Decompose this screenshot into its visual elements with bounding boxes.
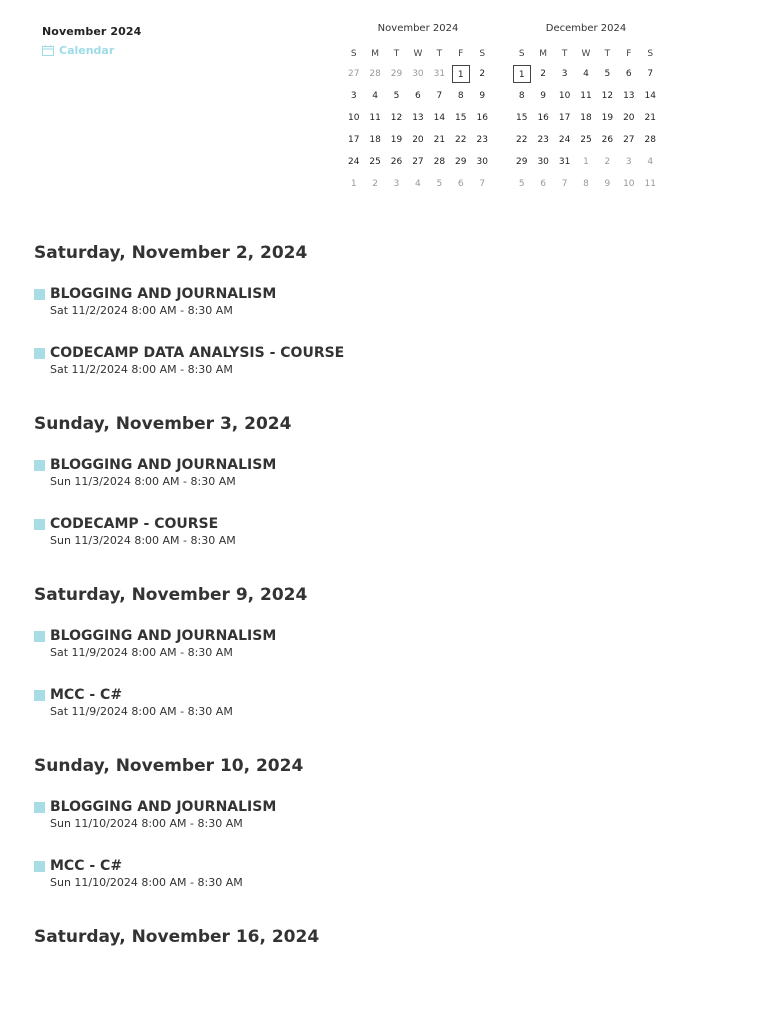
agenda-day bbox=[34, 240, 734, 376]
day-number: 1 bbox=[452, 65, 470, 83]
day-cell[interactable] bbox=[429, 107, 450, 129]
weekday-label: S bbox=[350, 49, 357, 59]
day-cell[interactable] bbox=[386, 107, 407, 129]
day-number: 12 bbox=[390, 113, 403, 123]
weekday-label: T bbox=[561, 49, 568, 59]
day-number: 1 bbox=[350, 179, 357, 189]
day-cell[interactable] bbox=[450, 129, 471, 151]
day-cell[interactable] bbox=[364, 129, 385, 151]
agenda-event[interactable] bbox=[34, 799, 734, 830]
day-cell[interactable] bbox=[472, 63, 494, 85]
agenda-event[interactable] bbox=[34, 858, 734, 889]
category-color-swatch bbox=[34, 519, 45, 530]
day-number: 30 bbox=[476, 157, 488, 167]
event-title-row bbox=[34, 628, 734, 644]
day-number: 17 bbox=[558, 113, 571, 123]
day-cell[interactable] bbox=[532, 107, 553, 129]
day-cell[interactable] bbox=[575, 85, 596, 107]
day-cell[interactable] bbox=[532, 129, 553, 151]
day-number: 10 bbox=[347, 113, 360, 123]
day-cell[interactable] bbox=[554, 129, 575, 151]
day-number: 26 bbox=[601, 135, 614, 145]
day-number: 13 bbox=[623, 91, 635, 101]
day-cell[interactable] bbox=[575, 173, 596, 195]
calendar-link-label: Calendar bbox=[59, 44, 115, 57]
day-cell[interactable] bbox=[364, 173, 385, 195]
day-cell[interactable] bbox=[597, 173, 618, 195]
day-number: 10 bbox=[623, 179, 635, 189]
day-cell[interactable] bbox=[554, 85, 575, 107]
weekday-label: T bbox=[436, 49, 443, 59]
day-number: 7 bbox=[436, 91, 443, 101]
day-cell[interactable] bbox=[364, 63, 385, 85]
day-cell-selected[interactable] bbox=[450, 63, 471, 85]
day-cell[interactable] bbox=[597, 107, 618, 129]
day-cell[interactable] bbox=[386, 129, 407, 151]
day-number: 17 bbox=[347, 135, 360, 145]
day-cell[interactable] bbox=[429, 129, 450, 151]
week-row bbox=[511, 107, 661, 129]
day-cell[interactable] bbox=[472, 107, 494, 129]
day-cell[interactable] bbox=[364, 151, 385, 173]
day-number: 13 bbox=[412, 113, 424, 123]
day-number: 1 bbox=[583, 157, 589, 167]
day-number: 20 bbox=[412, 135, 424, 145]
mini-calendar-title: December 2024 bbox=[545, 23, 627, 34]
day-number: 8 bbox=[457, 91, 464, 101]
agenda-event[interactable] bbox=[34, 628, 734, 659]
day-number: 21 bbox=[644, 113, 656, 123]
day-cell[interactable] bbox=[407, 151, 428, 173]
day-number: 28 bbox=[433, 157, 446, 167]
day-cell[interactable] bbox=[532, 85, 553, 107]
week-row bbox=[511, 63, 661, 85]
event-time: Sun 11/10/2024 8:00 AM - 8:30 AM bbox=[50, 876, 243, 889]
day-cell[interactable] bbox=[618, 151, 639, 173]
day-number: 31 bbox=[558, 157, 571, 167]
day-number: 23 bbox=[537, 135, 549, 145]
day-number: 10 bbox=[558, 91, 571, 101]
day-number: 11 bbox=[644, 179, 656, 189]
agenda-event[interactable] bbox=[34, 345, 734, 376]
day-number: 6 bbox=[415, 91, 421, 101]
day-number: 25 bbox=[580, 135, 592, 145]
day-number: 1 bbox=[513, 65, 531, 83]
weekday-header-row bbox=[511, 45, 661, 63]
day-number: 20 bbox=[623, 113, 635, 123]
day-heading: Saturday, November 16, 2024 bbox=[34, 927, 320, 947]
day-number: 3 bbox=[393, 179, 400, 189]
day-number: 25 bbox=[369, 157, 381, 167]
day-number: 3 bbox=[561, 69, 568, 79]
event-time: Sat 11/2/2024 8:00 AM - 8:30 AM bbox=[50, 363, 233, 376]
day-number: 27 bbox=[347, 69, 360, 79]
mini-calendar-grid bbox=[511, 45, 661, 195]
category-color-swatch bbox=[34, 861, 45, 872]
event-title: BLOGGING AND JOURNALISM bbox=[50, 799, 277, 815]
category-color-swatch bbox=[34, 802, 45, 813]
day-cell[interactable] bbox=[429, 63, 450, 85]
day-number: 24 bbox=[558, 135, 571, 145]
weekday-label: T bbox=[393, 49, 400, 59]
week-row bbox=[511, 151, 661, 173]
day-number: 4 bbox=[415, 179, 421, 189]
agenda-day bbox=[34, 924, 734, 950]
day-number: 27 bbox=[412, 157, 424, 167]
week-row bbox=[343, 63, 493, 85]
day-cell[interactable] bbox=[450, 173, 471, 195]
event-title-row bbox=[34, 516, 734, 532]
day-cell[interactable] bbox=[407, 173, 428, 195]
day-cell[interactable] bbox=[532, 63, 553, 85]
day-cell[interactable] bbox=[364, 85, 385, 107]
day-number: 2 bbox=[479, 69, 486, 79]
day-number: 3 bbox=[350, 91, 357, 101]
event-title-row bbox=[34, 799, 734, 815]
day-number: 15 bbox=[516, 113, 528, 123]
day-cell[interactable] bbox=[575, 63, 596, 85]
agenda-event[interactable] bbox=[34, 286, 734, 317]
day-cell[interactable] bbox=[618, 107, 639, 129]
weekday-label: M bbox=[371, 49, 379, 59]
event-title: CODECAMP DATA ANALYSIS - COURSE bbox=[50, 345, 345, 361]
day-cell[interactable] bbox=[343, 173, 364, 195]
weekday-label: W bbox=[581, 49, 591, 59]
day-cell[interactable] bbox=[386, 85, 407, 107]
day-heading: Sunday, November 10, 2024 bbox=[34, 756, 304, 776]
week-row bbox=[343, 151, 493, 173]
day-number: 19 bbox=[601, 113, 614, 123]
weekday-label: S bbox=[479, 49, 486, 59]
category-color-swatch bbox=[34, 289, 45, 300]
day-cell[interactable] bbox=[575, 151, 596, 173]
category-color-swatch bbox=[34, 348, 45, 359]
day-number: 6 bbox=[457, 179, 464, 189]
event-title: MCC - C# bbox=[50, 687, 123, 703]
day-cell[interactable] bbox=[343, 63, 364, 85]
day-number: 5 bbox=[436, 179, 443, 189]
day-number: 22 bbox=[455, 135, 467, 145]
day-number: 18 bbox=[369, 135, 381, 145]
day-cell[interactable] bbox=[407, 107, 428, 129]
day-cell[interactable] bbox=[554, 173, 575, 195]
agenda-day bbox=[34, 753, 734, 889]
event-time: Sat 11/9/2024 8:00 AM - 8:30 AM bbox=[50, 705, 233, 718]
agenda-list bbox=[34, 240, 734, 950]
category-color-swatch bbox=[34, 460, 45, 471]
day-number: 16 bbox=[537, 113, 549, 123]
day-cell[interactable] bbox=[450, 151, 471, 173]
day-cell[interactable] bbox=[472, 151, 494, 173]
day-cell[interactable] bbox=[407, 129, 428, 151]
agenda-event[interactable] bbox=[34, 457, 734, 488]
weekday-label: T bbox=[604, 49, 611, 59]
day-cell[interactable] bbox=[554, 63, 575, 85]
day-cell[interactable] bbox=[343, 129, 364, 151]
day-cell[interactable] bbox=[597, 129, 618, 151]
day-cell[interactable] bbox=[429, 173, 450, 195]
day-number: 2 bbox=[372, 179, 378, 189]
day-number: 9 bbox=[479, 91, 486, 101]
event-title: BLOGGING AND JOURNALISM bbox=[50, 457, 277, 473]
week-row bbox=[511, 129, 661, 151]
day-cell[interactable] bbox=[640, 63, 662, 85]
day-number: 19 bbox=[390, 135, 403, 145]
day-number: 26 bbox=[390, 157, 403, 167]
day-number: 29 bbox=[516, 157, 528, 167]
day-cell[interactable] bbox=[532, 151, 553, 173]
day-cell[interactable] bbox=[450, 107, 471, 129]
day-cell[interactable] bbox=[343, 107, 364, 129]
day-number: 24 bbox=[347, 157, 360, 167]
mini-calendar-title: November 2024 bbox=[377, 23, 459, 34]
day-number: 7 bbox=[561, 179, 568, 189]
day-cell[interactable] bbox=[472, 85, 494, 107]
day-cell-selected[interactable] bbox=[511, 63, 532, 85]
day-cell[interactable] bbox=[640, 107, 662, 129]
day-number: 23 bbox=[476, 135, 488, 145]
day-number: 29 bbox=[455, 157, 467, 167]
day-number: 6 bbox=[625, 69, 632, 79]
day-number: 8 bbox=[518, 91, 525, 101]
day-cell[interactable] bbox=[386, 63, 407, 85]
day-number: 7 bbox=[647, 69, 654, 79]
day-number: 16 bbox=[476, 113, 488, 123]
day-heading: Sunday, November 3, 2024 bbox=[34, 414, 292, 434]
day-cell[interactable] bbox=[364, 107, 385, 129]
weekday-header-row bbox=[343, 45, 493, 63]
day-number: 31 bbox=[433, 69, 446, 79]
day-cell[interactable] bbox=[386, 151, 407, 173]
day-number: 6 bbox=[540, 179, 547, 189]
day-number: 7 bbox=[479, 179, 486, 189]
event-title-row bbox=[34, 457, 734, 473]
mini-calendar-november bbox=[343, 22, 493, 195]
week-row bbox=[343, 85, 493, 107]
day-cell[interactable] bbox=[407, 85, 428, 107]
day-cell[interactable] bbox=[640, 173, 662, 195]
day-number: 28 bbox=[644, 135, 656, 145]
day-number: 14 bbox=[644, 91, 656, 101]
day-number: 18 bbox=[580, 113, 592, 123]
day-cell[interactable] bbox=[618, 63, 639, 85]
event-time: Sat 11/2/2024 8:00 AM - 8:30 AM bbox=[50, 304, 233, 317]
weekday-label: M bbox=[539, 49, 548, 59]
day-number: 11 bbox=[369, 113, 381, 123]
event-title-row bbox=[34, 858, 734, 874]
day-number: 2 bbox=[604, 157, 611, 167]
event-title-row bbox=[34, 286, 734, 302]
day-number: 14 bbox=[433, 113, 446, 123]
day-cell[interactable] bbox=[640, 129, 662, 151]
day-cell[interactable] bbox=[511, 173, 532, 195]
day-cell[interactable] bbox=[618, 173, 639, 195]
category-color-swatch bbox=[34, 631, 45, 642]
day-number: 22 bbox=[516, 135, 528, 145]
day-number: 9 bbox=[540, 91, 547, 101]
event-title: BLOGGING AND JOURNALISM bbox=[50, 286, 277, 302]
agenda-event[interactable] bbox=[34, 516, 734, 547]
day-number: 27 bbox=[623, 135, 635, 145]
weekday-label: W bbox=[413, 49, 423, 59]
day-number: 11 bbox=[580, 91, 592, 101]
day-cell[interactable] bbox=[511, 85, 532, 107]
day-number: 30 bbox=[537, 157, 549, 167]
event-time: Sun 11/3/2024 8:00 AM - 8:30 AM bbox=[50, 534, 236, 547]
day-number: 28 bbox=[369, 69, 381, 79]
day-heading: Saturday, November 9, 2024 bbox=[34, 585, 308, 605]
day-number: 21 bbox=[433, 135, 446, 145]
day-number: 9 bbox=[604, 179, 611, 189]
day-number: 15 bbox=[455, 113, 467, 123]
event-title: CODECAMP - COURSE bbox=[50, 516, 219, 532]
weekday-label: F bbox=[458, 49, 464, 59]
day-cell[interactable] bbox=[618, 85, 639, 107]
agenda-header bbox=[42, 25, 141, 57]
day-number: 29 bbox=[390, 69, 403, 79]
week-row bbox=[511, 173, 661, 195]
mini-calendar-december bbox=[511, 22, 661, 195]
event-time: Sat 11/9/2024 8:00 AM - 8:30 AM bbox=[50, 646, 233, 659]
page-title: November 2024 bbox=[42, 25, 142, 38]
day-cell[interactable] bbox=[597, 63, 618, 85]
day-number: 4 bbox=[372, 91, 378, 101]
day-number: 3 bbox=[625, 157, 632, 167]
day-cell[interactable] bbox=[532, 173, 553, 195]
day-cell[interactable] bbox=[472, 173, 494, 195]
day-number: 12 bbox=[601, 91, 614, 101]
day-cell[interactable] bbox=[618, 129, 639, 151]
day-number: 5 bbox=[604, 69, 611, 79]
day-number: 8 bbox=[583, 179, 589, 189]
day-cell[interactable] bbox=[472, 129, 494, 151]
day-number: 5 bbox=[518, 179, 525, 189]
day-number: 30 bbox=[412, 69, 424, 79]
day-cell[interactable] bbox=[343, 85, 364, 107]
calendar-icon bbox=[42, 45, 54, 56]
category-color-swatch bbox=[34, 690, 45, 701]
weekday-label: S bbox=[518, 49, 525, 59]
day-number: 5 bbox=[393, 91, 400, 101]
day-cell[interactable] bbox=[386, 173, 407, 195]
event-title: BLOGGING AND JOURNALISM bbox=[50, 628, 277, 644]
weekday-label: S bbox=[647, 49, 654, 59]
event-title-row bbox=[34, 345, 734, 361]
day-cell[interactable] bbox=[575, 107, 596, 129]
day-cell[interactable] bbox=[343, 151, 364, 173]
day-cell[interactable] bbox=[640, 85, 662, 107]
day-cell[interactable] bbox=[554, 151, 575, 173]
weekday-label: F bbox=[626, 49, 632, 59]
event-time: Sun 11/3/2024 8:00 AM - 8:30 AM bbox=[50, 475, 236, 488]
day-cell[interactable] bbox=[450, 85, 471, 107]
day-cell[interactable] bbox=[640, 151, 662, 173]
day-number: 4 bbox=[647, 157, 654, 167]
day-cell[interactable] bbox=[429, 85, 450, 107]
calendar-link[interactable] bbox=[42, 44, 141, 57]
mini-calendar-grid bbox=[343, 45, 493, 195]
day-cell[interactable] bbox=[597, 151, 618, 173]
agenda-event[interactable] bbox=[34, 687, 734, 718]
day-cell[interactable] bbox=[597, 85, 618, 107]
day-cell[interactable] bbox=[511, 107, 532, 129]
agenda-day bbox=[34, 411, 734, 547]
week-row bbox=[511, 85, 661, 107]
day-cell[interactable] bbox=[511, 151, 532, 173]
week-row bbox=[343, 107, 493, 129]
day-number: 2 bbox=[540, 69, 547, 79]
day-cell[interactable] bbox=[511, 129, 532, 151]
agenda-day bbox=[34, 582, 734, 718]
day-cell[interactable] bbox=[429, 151, 450, 173]
event-title: MCC - C# bbox=[50, 858, 123, 874]
day-number: 4 bbox=[583, 69, 589, 79]
event-time: Sun 11/10/2024 8:00 AM - 8:30 AM bbox=[50, 817, 243, 830]
day-cell[interactable] bbox=[575, 129, 596, 151]
week-row bbox=[343, 173, 493, 195]
week-row bbox=[343, 129, 493, 151]
day-heading: Saturday, November 2, 2024 bbox=[34, 243, 308, 263]
day-cell[interactable] bbox=[407, 63, 428, 85]
day-cell[interactable] bbox=[554, 107, 575, 129]
event-title-row bbox=[34, 687, 734, 703]
